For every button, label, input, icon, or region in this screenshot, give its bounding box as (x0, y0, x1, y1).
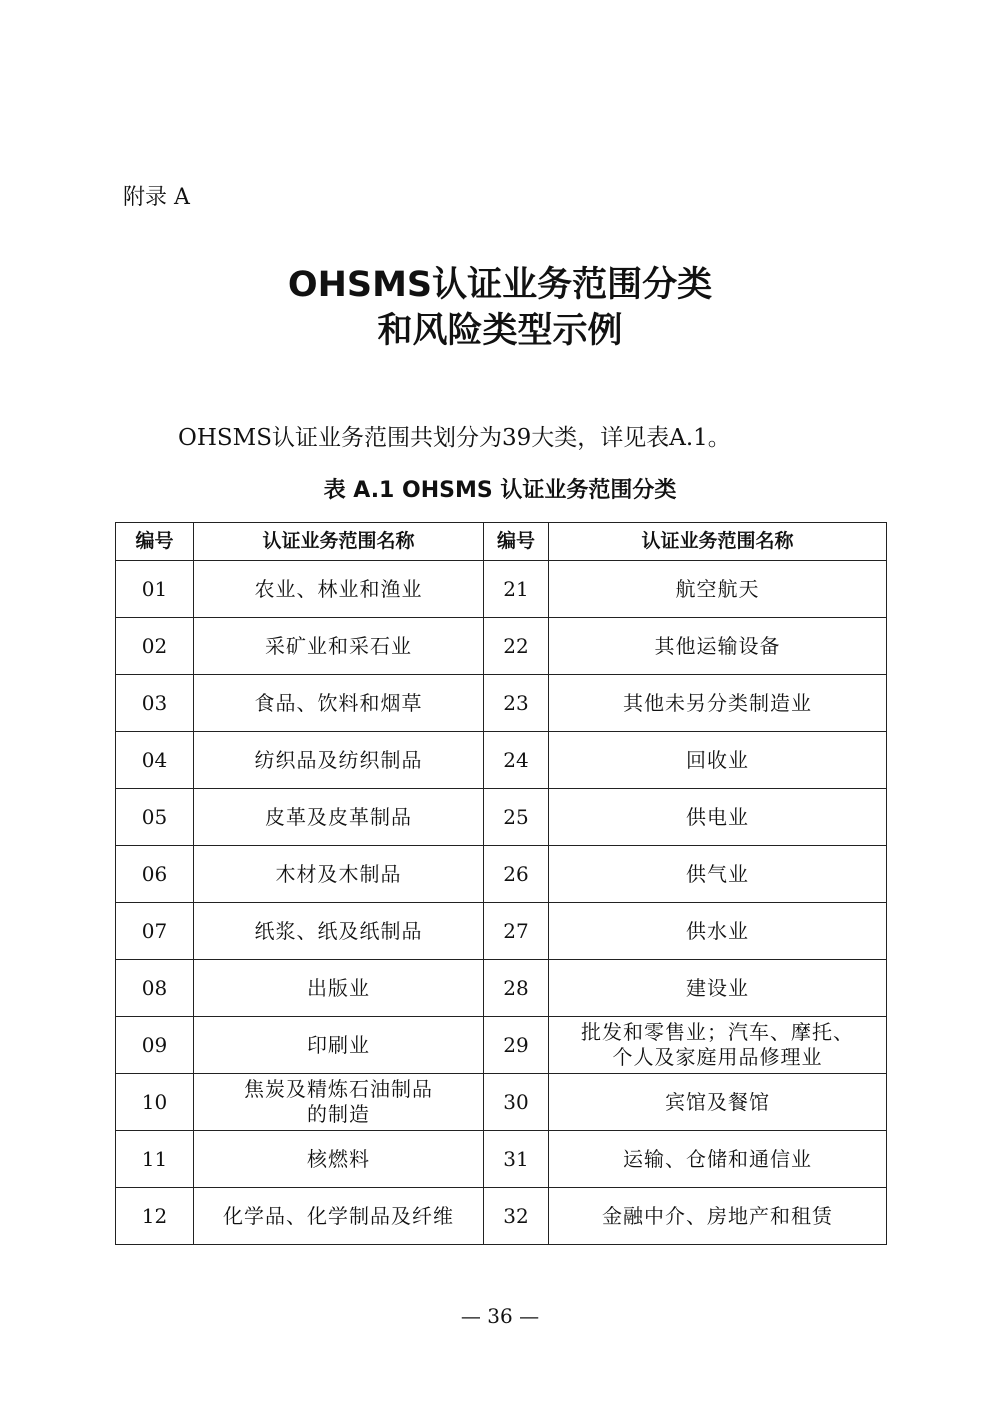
cell-code-right: 30 (484, 1074, 549, 1131)
cell-code-left: 02 (116, 618, 194, 675)
cell-name-right: 航空航天 (549, 561, 887, 618)
cell-name-left: 核燃料 (194, 1131, 484, 1188)
cell-name-left: 食品、饮料和烟草 (194, 675, 484, 732)
cell-code-left: 04 (116, 732, 194, 789)
cell-name-right: 供水业 (549, 903, 887, 960)
cell-code-right: 22 (484, 618, 549, 675)
cell-code-left: 11 (116, 1131, 194, 1188)
header-name-left: 认证业务范围名称 (194, 523, 484, 561)
table-row (116, 789, 887, 846)
header-name-right: 认证业务范围名称 (549, 523, 887, 561)
page-number: — 36 — (460, 1304, 540, 1328)
cell-name-left: 纸浆、纸及纸制品 (194, 903, 484, 960)
cell-code-left: 03 (116, 675, 194, 732)
cell-name-left: 皮革及皮革制品 (194, 789, 484, 846)
header-code-right: 编号 (484, 523, 549, 561)
cell-code-left: 08 (116, 960, 194, 1017)
cell-code-right: 25 (484, 789, 549, 846)
header-code-left: 编号 (116, 523, 194, 561)
table-caption: 表 A.1 OHSMS 认证业务范围分类 (323, 478, 677, 503)
cell-name-left: 木材及木制品 (194, 846, 484, 903)
cell-code-left: 01 (116, 561, 194, 618)
intro-paragraph: OHSMS认证业务范围共划分为39大类，详见表A.1。 (178, 425, 731, 451)
cell-code-right: 32 (484, 1188, 549, 1245)
cell-code-left: 06 (116, 846, 194, 903)
cell-name-left: 焦炭及精炼石油制品 的制造 (194, 1074, 484, 1131)
table-row (116, 561, 887, 618)
table-header-row (116, 523, 887, 561)
table-row (116, 1131, 887, 1188)
cell-name-left: 纺织品及纺织制品 (194, 732, 484, 789)
scope-table (115, 522, 887, 1245)
cell-name-right: 回收业 (549, 732, 887, 789)
cell-code-right: 27 (484, 903, 549, 960)
cell-name-left: 印刷业 (194, 1017, 484, 1074)
cell-code-left: 09 (116, 1017, 194, 1074)
table-row (116, 618, 887, 675)
table-row (116, 1188, 887, 1245)
table-row (116, 960, 887, 1017)
cell-code-left: 05 (116, 789, 194, 846)
cell-code-left: 12 (116, 1188, 194, 1245)
cell-name-right: 其他未另分类制造业 (549, 675, 887, 732)
cell-code-right: 26 (484, 846, 549, 903)
table-row (116, 675, 887, 732)
cell-name-right: 其他运输设备 (549, 618, 887, 675)
cell-name-right: 运输、仓储和通信业 (549, 1131, 887, 1188)
table-row (116, 903, 887, 960)
cell-code-right: 29 (484, 1017, 549, 1074)
document-title (0, 262, 1000, 354)
cell-code-right: 21 (484, 561, 549, 618)
document-title-line-2: 和风险类型示例 (377, 311, 623, 351)
cell-code-right: 31 (484, 1131, 549, 1188)
cell-code-left: 10 (116, 1074, 194, 1131)
appendix-label: 附录 A (123, 185, 190, 210)
cell-code-right: 23 (484, 675, 549, 732)
cell-name-left: 采矿业和采石业 (194, 618, 484, 675)
cell-name-right: 批发和零售业；汽车、摩托、 个人及家庭用品修理业 (549, 1017, 887, 1074)
cell-name-right: 金融中介、房地产和租赁 (549, 1188, 887, 1245)
cell-code-right: 28 (484, 960, 549, 1017)
cell-code-left: 07 (116, 903, 194, 960)
table-body (116, 561, 887, 1245)
cell-name-left: 化学品、化学制品及纤维 (194, 1188, 484, 1245)
document-title-line-1: OHSMS认证业务范围分类 (287, 265, 713, 305)
table-row (116, 732, 887, 789)
cell-name-left: 出版业 (194, 960, 484, 1017)
table-row (116, 1017, 887, 1074)
cell-name-right: 供电业 (549, 789, 887, 846)
cell-code-right: 24 (484, 732, 549, 789)
table-row (116, 846, 887, 903)
table-row (116, 1074, 887, 1131)
cell-name-left: 农业、林业和渔业 (194, 561, 484, 618)
cell-name-right: 供气业 (549, 846, 887, 903)
cell-name-right: 建设业 (549, 960, 887, 1017)
cell-name-right: 宾馆及餐馆 (549, 1074, 887, 1131)
